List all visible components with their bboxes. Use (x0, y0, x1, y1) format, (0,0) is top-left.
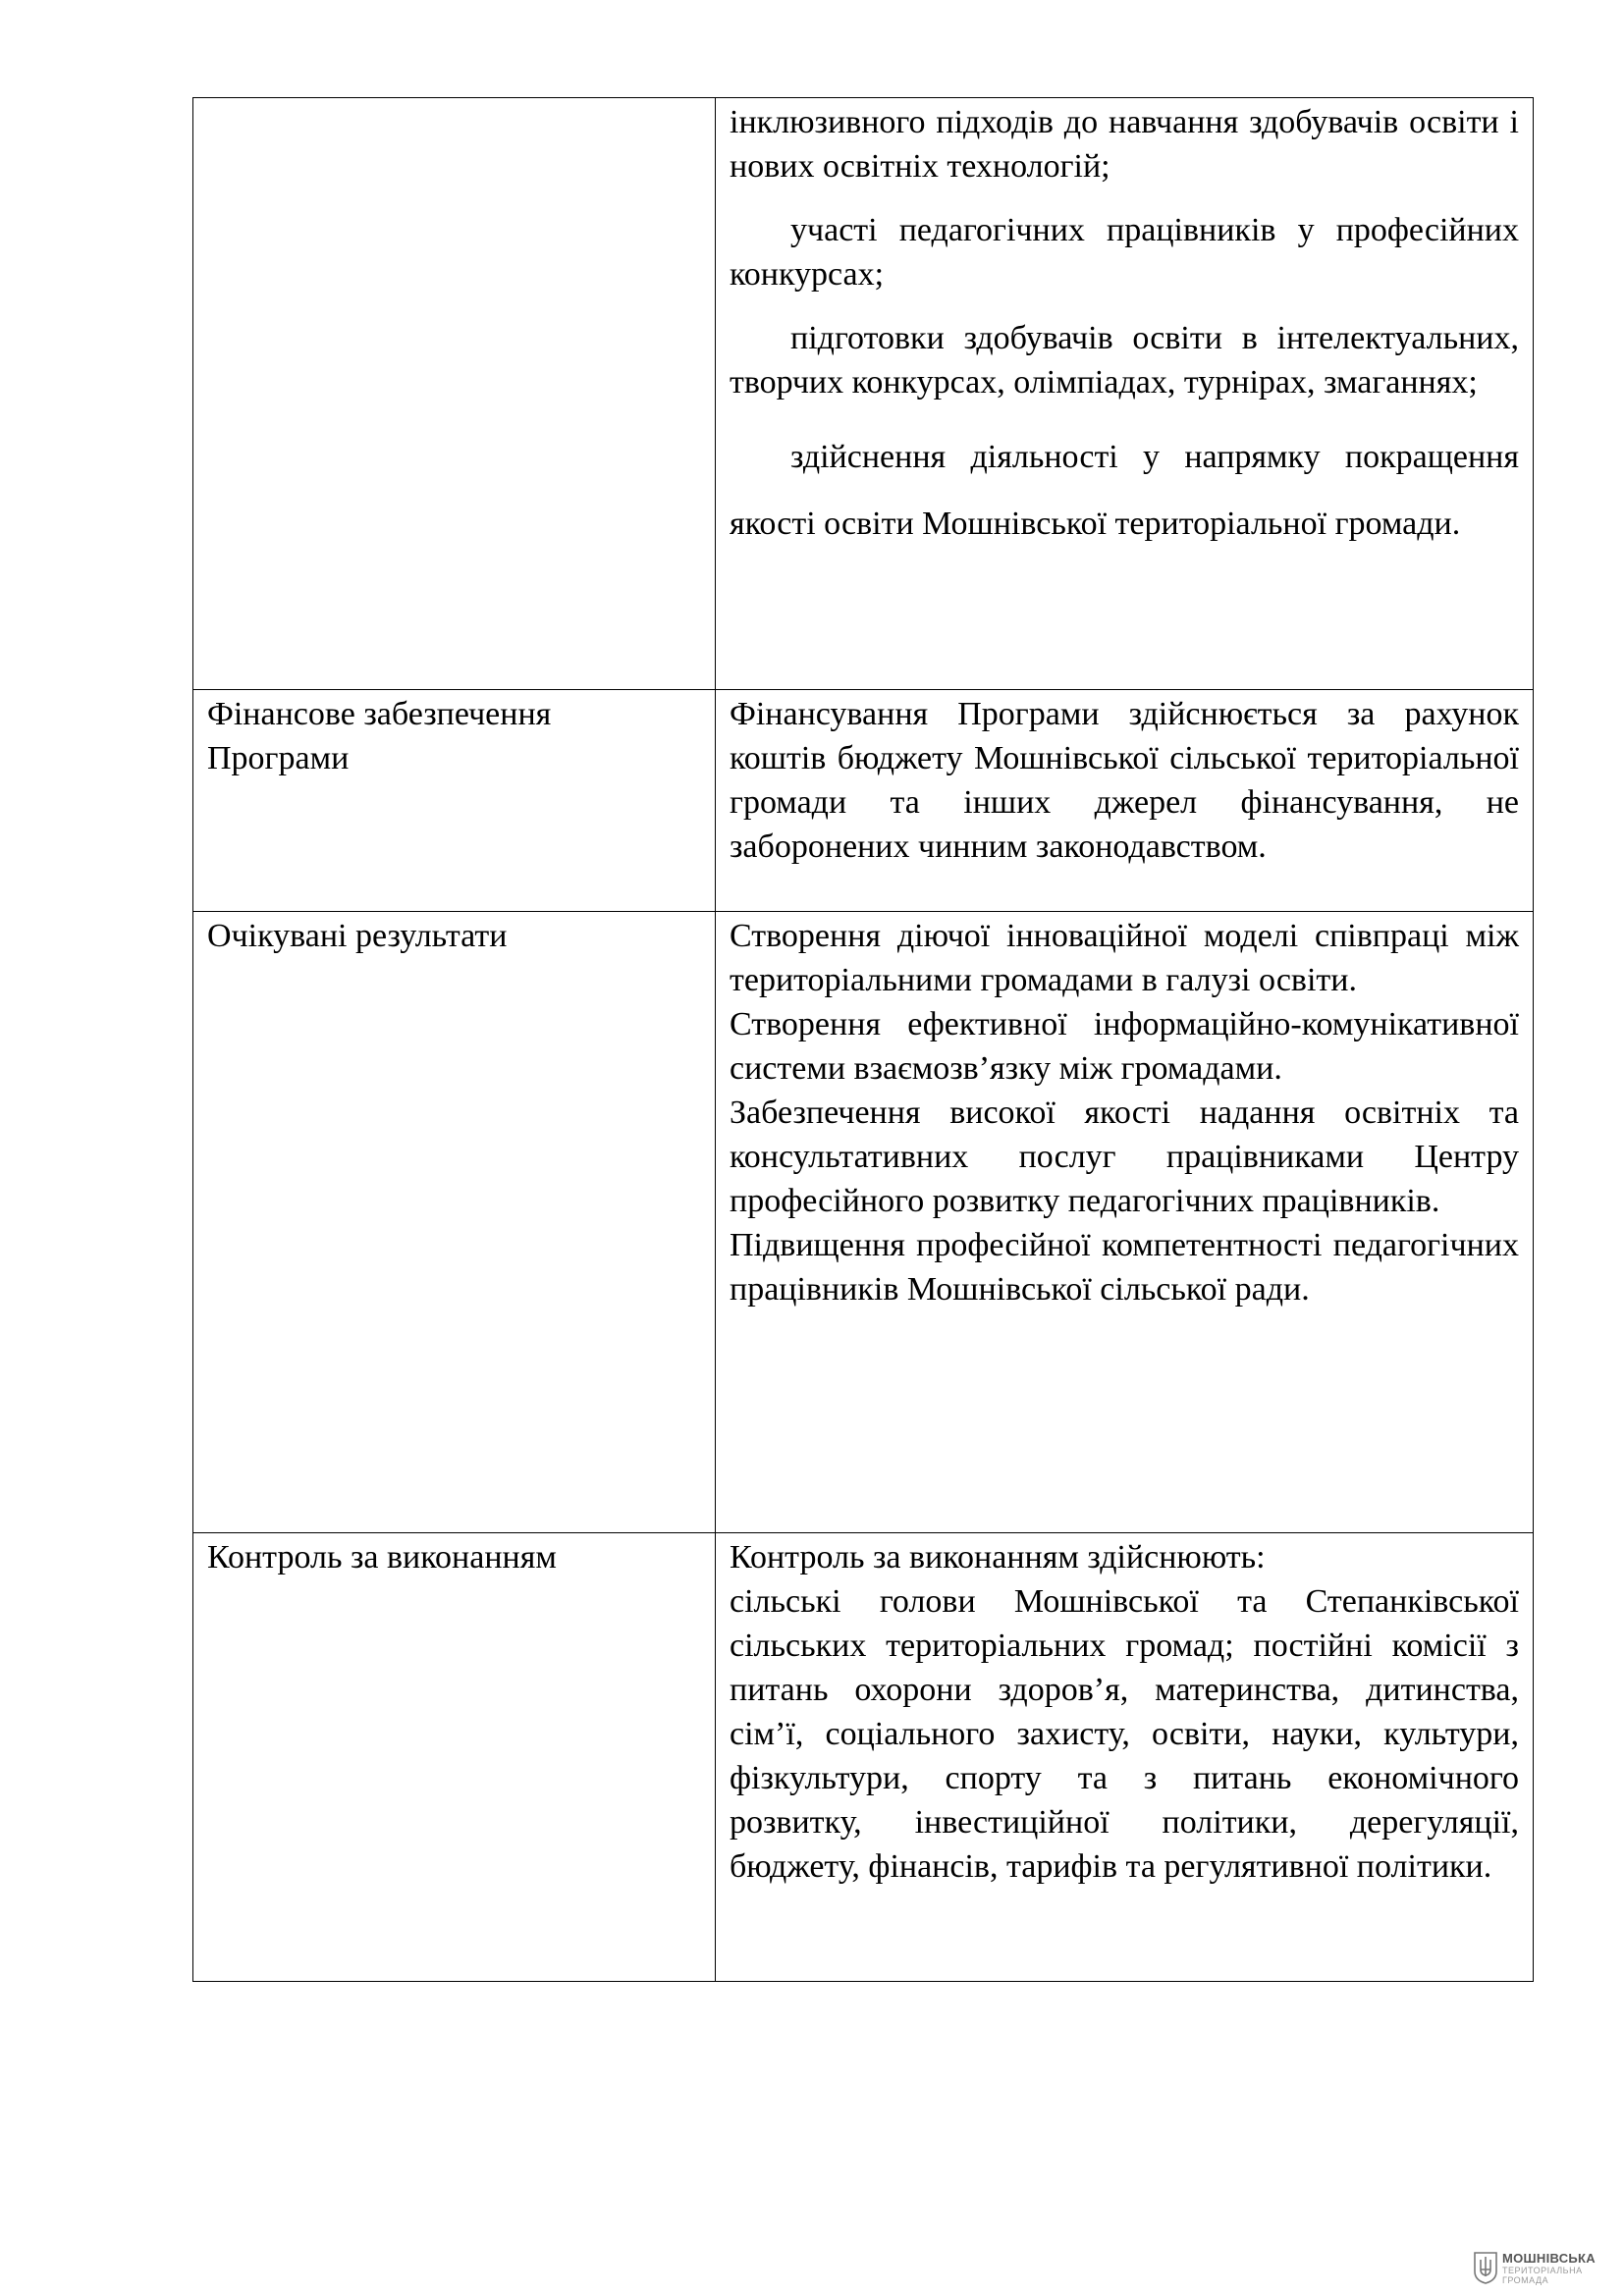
table-row (193, 690, 1534, 912)
logo-subtitle (1502, 2266, 1583, 2285)
table-row (193, 912, 1534, 1533)
coat-of-arms-icon (1473, 2250, 1498, 2285)
table-row (193, 98, 1534, 690)
paragraph-heading: Контроль за виконанням здійснюють: (730, 1539, 1266, 1575)
table-row (193, 1533, 1534, 1982)
value-cell (716, 98, 1534, 690)
label-cell: Контроль за виконанням (193, 1533, 716, 1982)
value-cell (716, 912, 1534, 1533)
paragraph: участі педагогічних працівників у професійних конкурсах; (730, 212, 1519, 293)
logo-subtitle-line: ТЕРИТОРІАЛЬНА (1502, 2266, 1583, 2275)
value-cell (716, 1533, 1534, 1982)
program-passport-table (192, 97, 1534, 1982)
paragraph: Створення діючої інноваційної моделі співпраці між територіальними громадами в галузі освіти. (730, 918, 1519, 998)
community-logo (1473, 2250, 1610, 2285)
paragraph: підготовки здобувачів освіти в інтелектуальних, творчих конкурсах, олімпіадах, турнірах, змаганнях; (730, 320, 1519, 400)
label-cell-empty (193, 98, 716, 690)
value-cell: Фінансування Програми здійснюється за рахунок коштів бюджету Мошнівської сільської територіальної громади та інших джерел фінансування, не заборонених чинним законодавством. (716, 690, 1534, 912)
paragraph: Забезпечення високої якості надання освітніх та консультативних послуг працівниками Центру професійного розвитку педагогічних працівників. (730, 1095, 1519, 1219)
paragraph: Підвищення професійної компетентності педагогічних працівників Мошнівської сільської ради. (730, 1227, 1519, 1308)
paragraph: сільські голови Мошнівської та Степанківської сільських територіальних громад; постійні комісії з питань охорони здоров’я, материнства, дитинства, сім’ї, соціального захисту, освіти, науки, культури, фізкультури, спорту та з питань економічного розвитку, інвестиційної політики, дерегуляції, бюджету, фінансів, тарифів та регулятивної політики. (730, 1583, 1519, 1885)
paragraph: інклюзивного підходів до навчання здобувачів освіти і нових освітніх технологій; (730, 104, 1519, 185)
paragraph: Створення ефективної інформаційно-комунікативної системи взаємозв’язку між громадами. (730, 1006, 1519, 1087)
logo-subtitle-line: ГРОМАДА (1502, 2275, 1549, 2285)
label-cell: Фінансове забезпечення Програми (193, 690, 716, 912)
logo-title: МОШНІВСЬКА (1502, 2251, 1596, 2266)
paragraph: здійснення діяльності у напрямку покращення якості освіти Мошнівської територіальної громади. (730, 439, 1519, 542)
label-cell: Очікувані результати (193, 912, 716, 1533)
